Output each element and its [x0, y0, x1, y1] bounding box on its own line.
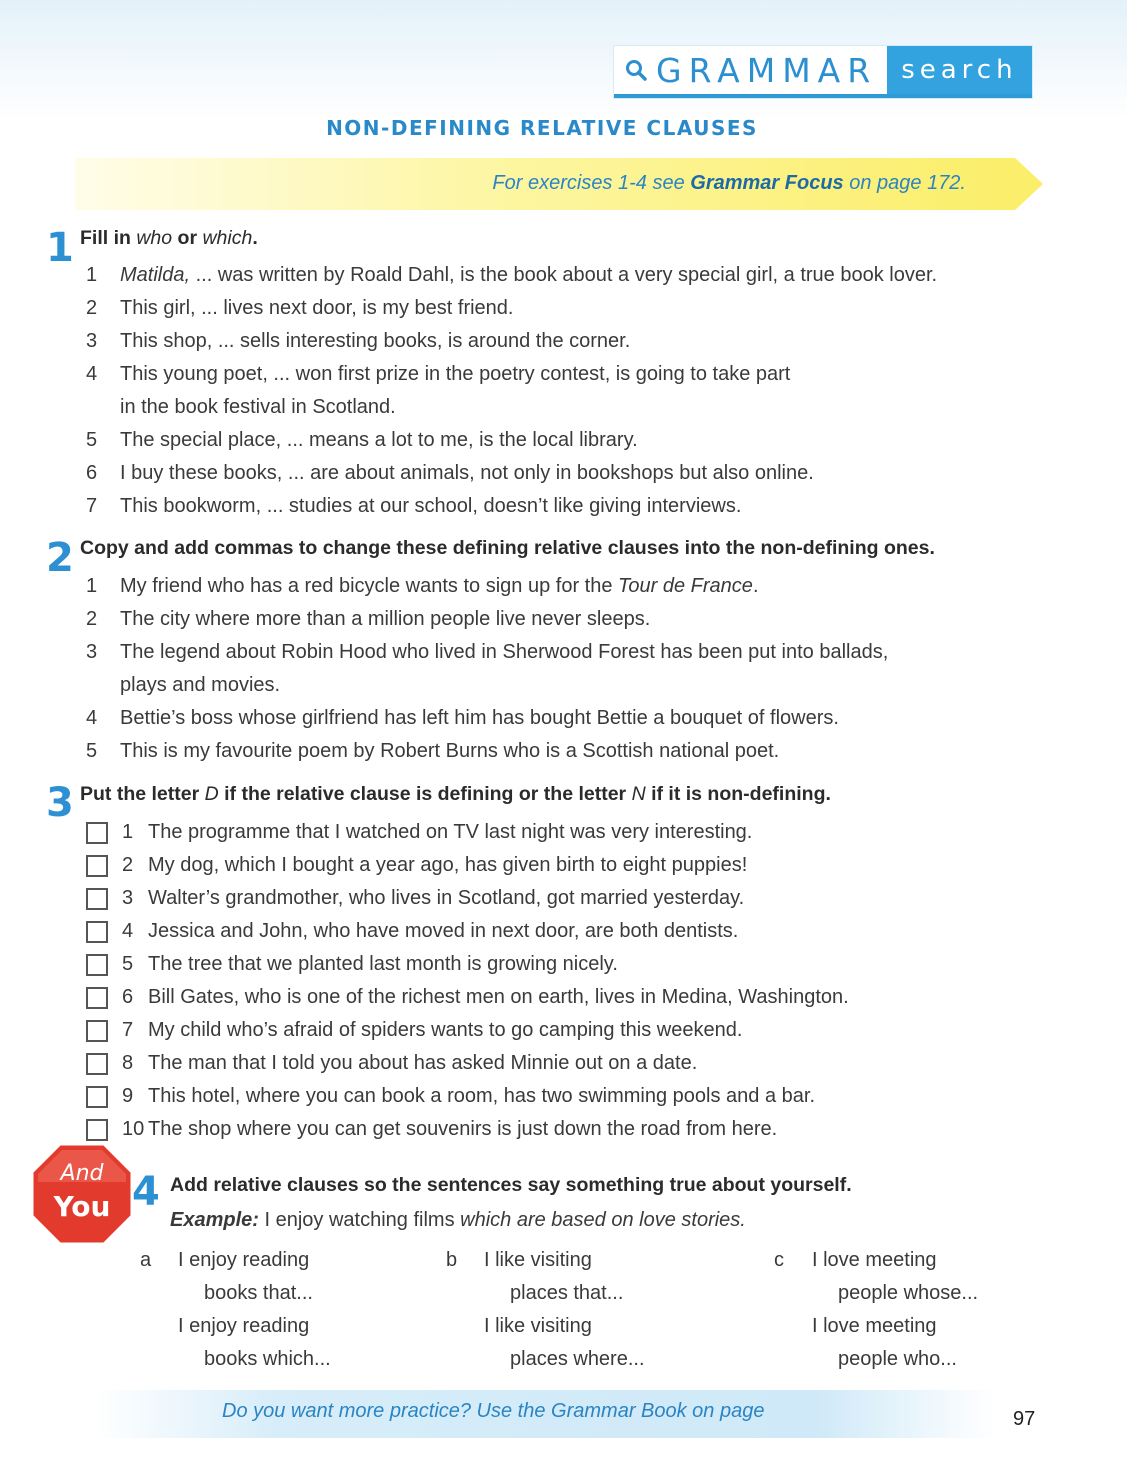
column-line-3: I like visiting — [484, 1315, 592, 1337]
inst1-b: who — [136, 227, 173, 249]
page-title: NON-DEFINING RELATIVE CLAUSES — [326, 116, 758, 140]
ex2-item-4 — [86, 707, 839, 730]
column-letter: a — [140, 1249, 152, 1271]
column-line-1: I like visiting — [484, 1249, 592, 1271]
ex3-item-9 — [122, 1085, 815, 1108]
and-you-badge — [30, 1142, 134, 1246]
item-text: ... was written by Roald Dahl, is the book about a very special girl, a true book lover. — [190, 264, 938, 286]
ex2-item-1 — [86, 575, 759, 598]
item-italic: Matilda, — [120, 264, 191, 286]
item-text: This girl, ... lives next door, is my best friend. — [120, 297, 514, 319]
item-number: 10 — [122, 1118, 145, 1140]
answer-checkbox-7[interactable] — [86, 1020, 108, 1042]
ex3-item-3 — [122, 887, 744, 910]
column-letter: b — [446, 1249, 458, 1271]
answer-checkbox-8[interactable] — [86, 1053, 108, 1075]
item-text: I buy these books, ... are about animals, not only in bookshops but also online. — [120, 462, 814, 484]
answer-checkbox-2[interactable] — [86, 855, 108, 877]
inst3-e: if it is non-defining. — [645, 783, 831, 805]
ex1-item-2 — [86, 297, 513, 320]
item-number: 6 — [86, 462, 98, 484]
item-text: This bookworm, ... studies at our school, doesn’t like giving interviews. — [120, 495, 742, 517]
item-italic: Tour de France — [618, 575, 753, 597]
inst3-b: D — [204, 783, 219, 805]
column-line-2: books that... — [204, 1282, 313, 1304]
item-text: This hotel, where you can book a room, has two swimming pools and a bar. — [148, 1085, 816, 1107]
focus-before: For exercises 1-4 see — [492, 172, 691, 194]
answer-checkbox-10[interactable] — [86, 1119, 108, 1141]
item-number: 3 — [86, 641, 98, 663]
search-word: search — [887, 46, 1031, 94]
inst1-c: or — [172, 227, 203, 249]
ex4-column-b — [446, 1244, 645, 1376]
item-number: 6 — [122, 986, 134, 1008]
ex1-item-7 — [86, 495, 741, 518]
exercise-3-instruction — [80, 783, 831, 806]
item-text: The city where more than a million people live never sleeps. — [120, 608, 651, 630]
exercise-2-instruction: Copy and add commas to change these defining relative clauses into the non-defining ones. — [80, 537, 935, 559]
item-number: 1 — [86, 264, 98, 286]
answer-checkbox-9[interactable] — [86, 1086, 108, 1108]
item-number: 2 — [86, 297, 98, 319]
item-text: The tree that we planted last month is growing nicely. — [148, 953, 618, 975]
ex3-item-4 — [122, 920, 738, 943]
search-icon — [624, 58, 648, 82]
column-letter: c — [774, 1249, 784, 1271]
item-number: 5 — [86, 740, 98, 762]
ex1-item-3 — [86, 330, 630, 353]
item-number: 4 — [122, 920, 134, 942]
ex1-item-4 — [86, 363, 790, 386]
inst1-a: Fill in — [80, 227, 137, 249]
ex3-item-2 — [122, 854, 747, 877]
ex3-item-7 — [122, 1019, 742, 1042]
item-number: 2 — [86, 608, 98, 630]
inst3-c: if the relative clause is defining or the letter — [218, 783, 632, 805]
item-text: The programme that I watched on TV last night was very interesting. — [148, 821, 753, 843]
exercise-1-number: 1 — [46, 225, 74, 271]
focus-bold: Grammar Focus — [690, 172, 844, 194]
ex2-item-3-continued: plays and movies. — [120, 674, 281, 696]
item-text: Walter’s grandmother, who lives in Scotland, got married yesterday. — [148, 887, 745, 909]
item-number: 7 — [122, 1019, 134, 1041]
item-text: My child who’s afraid of spiders wants to go camping this weekend. — [148, 1019, 743, 1041]
item-number: 8 — [122, 1052, 134, 1074]
grammar-word: GRAMMAR — [656, 50, 878, 90]
item-number: 9 — [122, 1085, 134, 1107]
banner-arrow — [1015, 158, 1043, 210]
item-number: 3 — [122, 887, 134, 909]
ex1-item-4-continued: in the book festival in Scotland. — [120, 396, 396, 418]
answer-checkbox-6[interactable] — [86, 987, 108, 1009]
item-text: My friend who has a red bicycle wants to sign up for the — [120, 575, 619, 597]
answer-checkbox-1[interactable] — [86, 822, 108, 844]
ex2-item-2 — [86, 608, 650, 631]
and-label: And — [60, 1161, 104, 1186]
example-label: Example: — [170, 1209, 259, 1231]
column-line-3: I love meeting — [812, 1315, 937, 1337]
exercise-4-instruction: Add relative clauses so the sentences say something true about yourself. — [170, 1174, 852, 1196]
item-number: 3 — [86, 330, 98, 352]
example-plain: I enjoy watching films — [258, 1209, 461, 1231]
answer-checkbox-4[interactable] — [86, 921, 108, 943]
column-line-2: people whose... — [838, 1282, 979, 1304]
ex4-column-c — [774, 1244, 978, 1376]
exercise-2-number: 2 — [46, 535, 74, 581]
exercise-3-number: 3 — [46, 780, 74, 826]
column-line-4: places where... — [510, 1348, 645, 1370]
item-number: 7 — [86, 495, 98, 517]
item-number: 4 — [86, 363, 98, 385]
inst1-d: which — [202, 227, 253, 249]
ex1-item-1 — [86, 264, 937, 287]
grammar-search-left — [614, 46, 887, 94]
answer-checkbox-3[interactable] — [86, 888, 108, 910]
ex3-item-8 — [122, 1052, 697, 1075]
item-number: 5 — [122, 953, 134, 975]
inst3-d: N — [631, 783, 646, 805]
inst1-e: . — [252, 227, 258, 249]
focus-after: on page 172. — [843, 172, 966, 194]
page-number: 97 — [1013, 1408, 1036, 1430]
item-end: . — [752, 575, 759, 597]
ex1-item-6 — [86, 462, 814, 485]
exercise-4-example — [170, 1209, 746, 1232]
item-number: 1 — [86, 575, 98, 597]
item-number: 5 — [86, 429, 98, 451]
ex4-column-a — [140, 1244, 331, 1376]
example-italic: which are based on love stories. — [460, 1209, 746, 1231]
item-text: This shop, ... sells interesting books, is around the corner. — [120, 330, 631, 352]
item-text: Jessica and John, who have moved in next door, are both dentists. — [148, 920, 739, 942]
column-line-1: I love meeting — [812, 1249, 937, 1271]
ex3-item-1 — [122, 821, 752, 844]
column-line-4: people who... — [838, 1348, 957, 1370]
item-text: The special place, ... means a lot to me, is the local library. — [120, 429, 638, 451]
column-line-3: I enjoy reading — [178, 1315, 310, 1337]
item-text: The shop where you can get souvenirs is just down the road from here. — [148, 1118, 778, 1140]
item-number: 2 — [122, 854, 134, 876]
item-text: This is my favourite poem by Robert Burns who is a Scottish national poet. — [120, 740, 780, 762]
footer-text: Do you want more practice? Use the Grammar Book on page — [222, 1400, 765, 1422]
item-number: 1 — [122, 821, 134, 843]
exercise-4-number: 4 — [132, 1169, 160, 1215]
inst3-a: Put the letter — [80, 783, 205, 805]
you-label: You — [53, 1190, 111, 1223]
item-text: The man that I told you about has asked Minnie out on a date. — [148, 1052, 698, 1074]
item-text: Bettie’s boss whose girlfriend has left him has bought Bettie a bouquet of flowers. — [120, 707, 839, 729]
item-text: This young poet, ... won first prize in the poetry contest, is going to take part — [120, 363, 791, 385]
ex2-item-3 — [86, 641, 888, 664]
ex1-item-5 — [86, 429, 638, 452]
ex3-item-6 — [122, 986, 849, 1009]
column-line-1: I enjoy reading — [178, 1249, 310, 1271]
column-line-4: books which... — [204, 1348, 331, 1370]
ex3-item-10 — [122, 1118, 777, 1141]
ex2-item-5 — [86, 740, 779, 763]
ex3-item-5 — [122, 953, 618, 976]
exercise-1-instruction — [80, 227, 258, 250]
item-text: My dog, which I bought a year ago, has given birth to eight puppies! — [148, 854, 748, 876]
item-text: The legend about Robin Hood who lived in Sherwood Forest has been put into ballads, — [120, 641, 889, 663]
column-line-2: places that... — [510, 1282, 624, 1304]
item-text: Bill Gates, who is one of the richest men on earth, lives in Medina, Washington. — [148, 986, 849, 1008]
grammar-focus-text — [0, 172, 966, 195]
grammar-search-badge — [614, 46, 1032, 98]
answer-checkbox-5[interactable] — [86, 954, 108, 976]
item-number: 4 — [86, 707, 98, 729]
